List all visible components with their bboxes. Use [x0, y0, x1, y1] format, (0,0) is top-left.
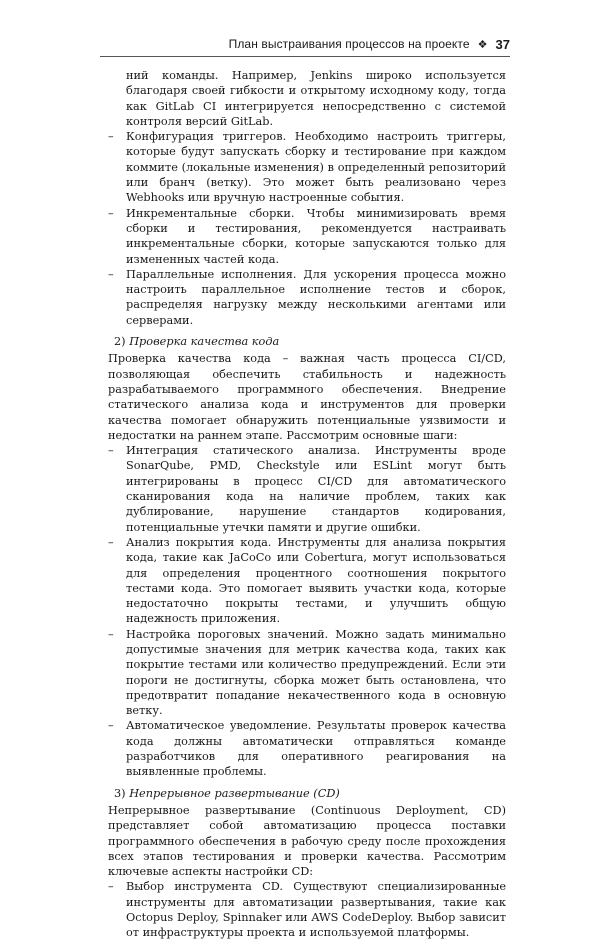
- bullet-list-cd: [108, 879, 506, 940]
- list-item: – Параллельные исполнения. Для ускорения процесса можно настроить параллельное исполнение тестов и сборок, распределяя нагрузку между несколькими агентами или серверами.: [108, 267, 506, 328]
- page-header: [100, 32, 510, 57]
- section-title: Проверка качества кода: [129, 335, 280, 349]
- list-item: – Автоматическое уведомление. Результаты проверок качества кода должны автоматически отправляться команде разработчиков для оперативного реагирования на выявленные проблемы.: [108, 718, 506, 779]
- list-item: – Интеграция статического анализа. Инструменты вроде SonarQube, PMD, Checkstyle или ESLint могут быть интегрированы в процесс CI/CD для автоматического сканирования кода на наличие проблем, таких как дублирование, нарушение стандартов кодирования, потенциальные утечки памяти и другие ошибки.: [108, 443, 506, 535]
- running-title: План выстраивания процессов на проекте: [228, 37, 470, 51]
- ornament-icon: ❖: [477, 38, 488, 51]
- list-item: – Выбор инструмента CD. Существуют специализированные инструменты для автоматизации развертывания, такие как Octopus Deploy, Spinnaker или AWS CodeDeploy. Выбор зависит от инфраструктуры проекта и используемой платформы.: [108, 879, 506, 940]
- list-item: – Инкрементальные сборки. Чтобы минимизировать время сборки и тестирования, рекомендуется настраивать инкрементальные сборки, которые запускаются только для измененных частей кода.: [108, 206, 506, 267]
- section-title: Непрерывное развертывание (CD): [129, 786, 340, 800]
- paragraph: Непрерывное развертывание (Continuous Deployment, CD) представляет собой автоматизацию процесса поставки программного обеспечения в рабочую среду после прохождения всех этапов тестирования и проверки качества. Рассмотрим ключевые аспекты настройки CD:: [108, 803, 506, 879]
- section-number: 3): [114, 786, 126, 800]
- list-item: – Настройка пороговых значений. Можно задать минимально допустимые значения для метрик качества кода, таких как покрытие тестами или количество предупреждений. Если эти пороги не достигнуты, сборка может быть остановлена, что предотвратит попадание некачественного кода в основную ветку.: [108, 627, 506, 719]
- list-item: ний команды. Например, Jenkins широко используется благодаря своей гибкости и открытому исходному коду, тогда как GitLab CI интегрируется непосредственно с системой контроля версий GitLab.: [126, 69, 506, 128]
- paragraph: Проверка качества кода – важная часть процесса CI/CD, позволяющая обеспечить стабильность и надежность разрабатываемого программного обеспечения. Внедрение статического анализа кода и инструментов для проверки качества помогает обнаружить потенциальные уязвимости и недостатки на раннем этапе. Рассмотрим основные шаги:: [108, 352, 506, 442]
- bullet-list-quality: [108, 443, 506, 780]
- bullet-list-ci: [108, 68, 506, 328]
- section-heading-3: [114, 786, 506, 801]
- page-number: 37: [495, 36, 510, 52]
- list-item: – Анализ покрытия кода. Инструменты для анализа покрытия кода, такие как JaCoCo или Cobertura, могут использоваться для определения процентного соотношения покрытого тестами кода. Это помогает выявить участки кода, которые недостаточно покрыты тестами, и улучшить общую надежность приложения.: [108, 535, 506, 627]
- list-item: – Конфигурация триггеров. Необходимо настроить триггеры, которые будут запускать сборку и тестирование при каждом коммите (локальные изменения) в определенный репозиторий или бранч (ветку). Это может быть реализовано через Webhooks или вручную настроенные события.: [108, 129, 506, 205]
- section-number: 2): [114, 335, 126, 349]
- section-heading-2: [114, 334, 506, 349]
- page-body: [108, 68, 506, 941]
